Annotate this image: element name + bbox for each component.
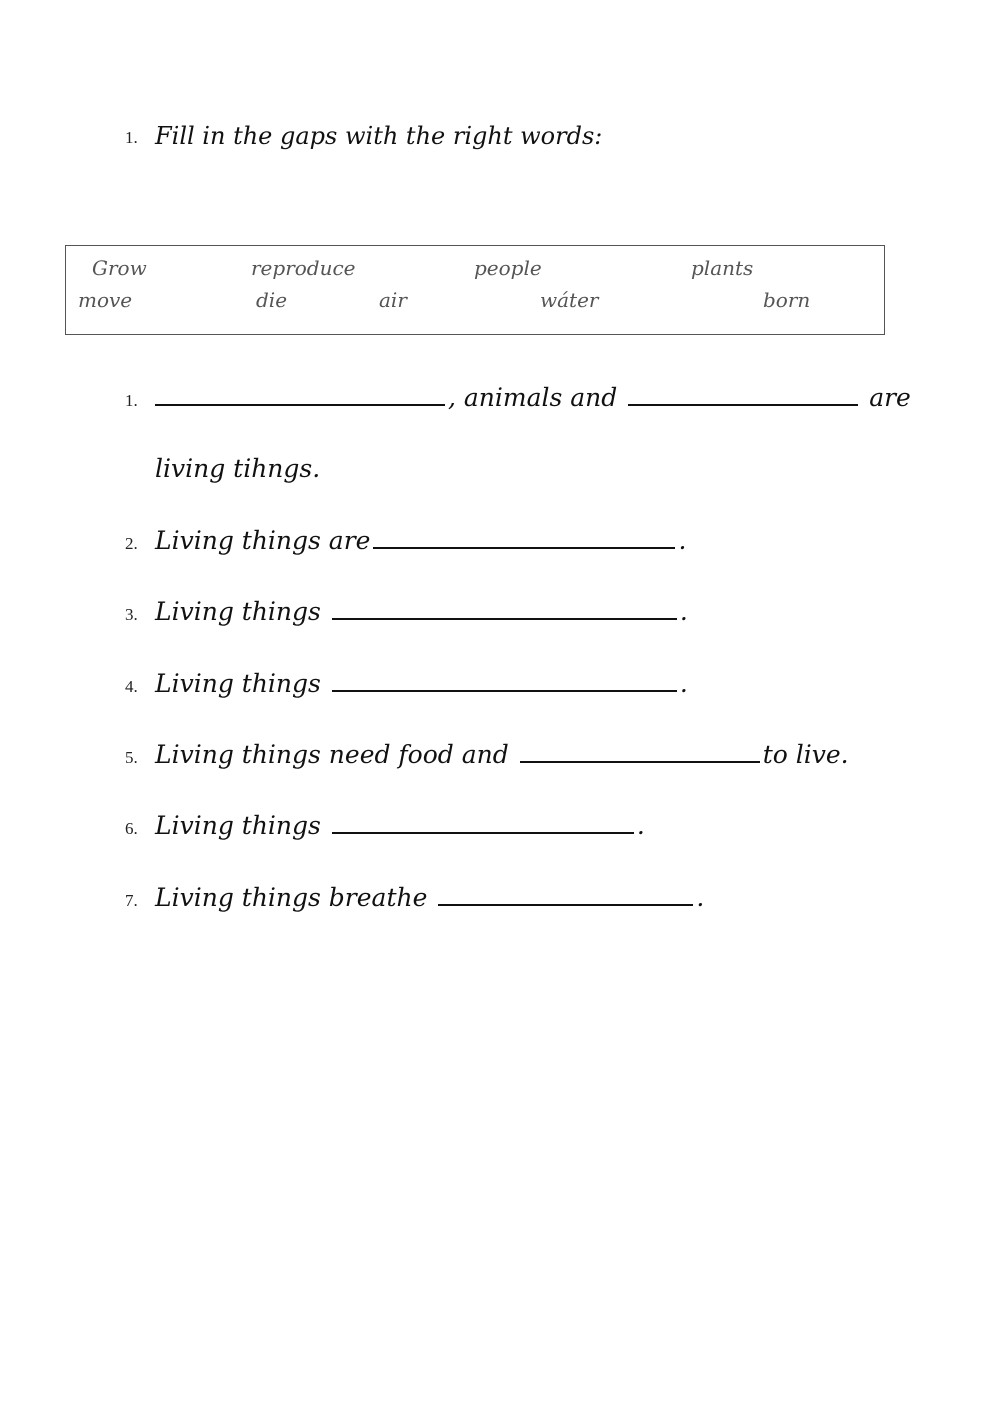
answer-blank[interactable] xyxy=(332,672,677,692)
question-4 xyxy=(155,671,688,696)
question-text: . xyxy=(679,597,688,626)
question-5 xyxy=(155,742,849,767)
question-3 xyxy=(155,599,688,624)
word-bank-word: wáter xyxy=(540,288,599,312)
answer-blank[interactable] xyxy=(332,600,677,620)
answer-blank[interactable] xyxy=(155,386,445,406)
question-number: 2. xyxy=(125,534,138,553)
question-text: Living things xyxy=(155,597,321,626)
question-text: . xyxy=(696,883,705,912)
question-number: 4. xyxy=(125,677,138,696)
answer-blank[interactable] xyxy=(438,886,693,906)
answer-blank[interactable] xyxy=(628,386,858,406)
answer-blank[interactable] xyxy=(373,529,675,549)
question-7 xyxy=(155,885,704,910)
question-number: 1. xyxy=(125,391,138,410)
question-text: , animals and xyxy=(448,383,618,412)
question-1 xyxy=(152,385,911,410)
instruction-number: 1. xyxy=(125,128,138,147)
word-bank-word: reproduce xyxy=(251,256,356,280)
question-text: Living things xyxy=(155,669,321,698)
question-1-continuation: living tihngs. xyxy=(155,454,321,483)
word-bank-word: people xyxy=(474,256,542,280)
question-text: Living things need food and xyxy=(155,740,509,769)
word-bank-word: Grow xyxy=(92,256,147,280)
question-text: to live. xyxy=(762,740,849,769)
word-bank-word: air xyxy=(379,288,407,312)
word-bank-word: plants xyxy=(691,256,754,280)
question-text: . xyxy=(636,811,645,840)
question-number: 6. xyxy=(125,819,138,838)
question-number: 3. xyxy=(125,605,138,624)
word-bank-box xyxy=(65,245,885,335)
question-text: Living things are xyxy=(155,526,371,555)
word-bank-word: move xyxy=(78,288,133,312)
word-bank-word: die xyxy=(256,288,288,312)
question-number: 7. xyxy=(125,891,138,910)
question-number: 5. xyxy=(125,748,138,767)
word-bank-word: born xyxy=(763,288,811,312)
question-text: . xyxy=(679,669,688,698)
question-text: Living things breathe xyxy=(155,883,428,912)
question-text: are xyxy=(869,383,911,412)
answer-blank[interactable] xyxy=(332,814,634,834)
question-text: . xyxy=(678,526,687,555)
question-6 xyxy=(155,813,645,838)
instruction-title: Fill in the gaps with the right words: xyxy=(155,122,603,150)
answer-blank[interactable] xyxy=(520,743,760,763)
question-text: Living things xyxy=(155,811,321,840)
question-2 xyxy=(155,528,686,553)
